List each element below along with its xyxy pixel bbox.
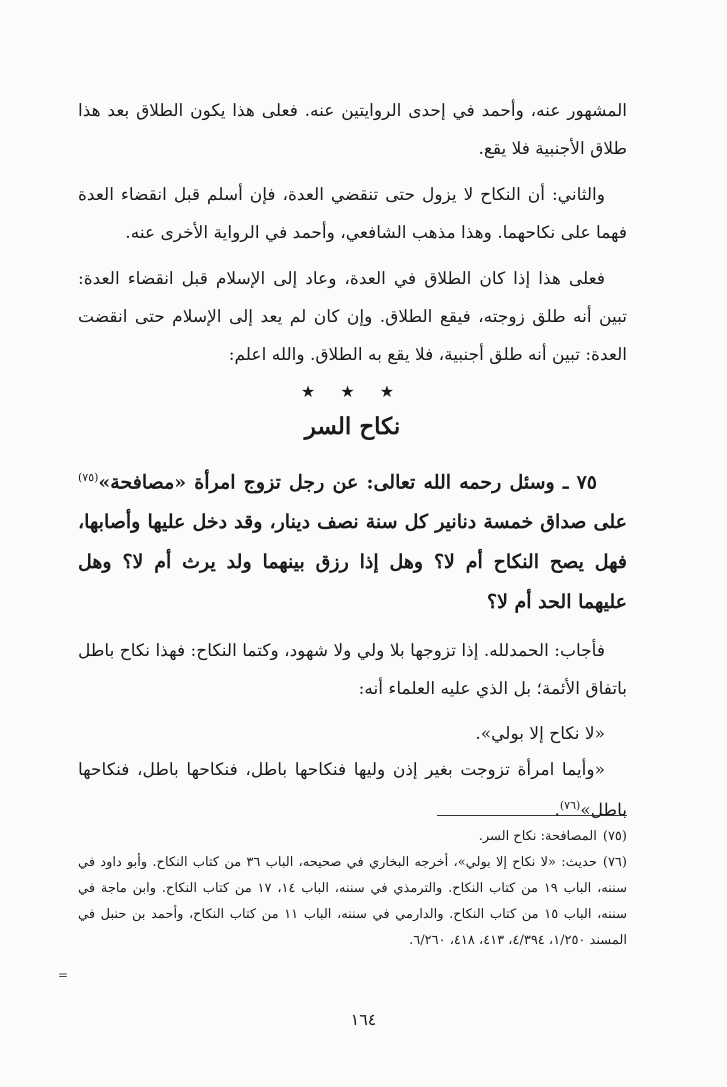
question-text-rest: على صداق خمسة دنانير كل سنة نصف دينار، وقد دخل عليها وأصابها، فهل يصح النكاح أم لا؟ وهل إذا رزق بينهما ولد يرث أم لا؟ وهل عليهما الحد أم لا؟ [78, 511, 627, 614]
hadith-quote-2-end: . [554, 800, 560, 821]
page-number: ١٦٤ [350, 1010, 377, 1029]
section-divider-stars: ★ ★ ★ [300, 382, 405, 401]
footnote-75 [78, 824, 627, 850]
footnote-number: (٧٥) [602, 829, 627, 844]
question-text: ٧٥ ـ وسئل رحمه الله تعالى: عن رجل تزوج امرأة «مصافحة» [98, 471, 597, 494]
paragraph-conclusion: فعلى هذا إذا كان الطلاق في العدة، وعاد إلى الإسلام قبل انقضاء العدة: تبين أنه طلق زوجته، فيقع الطلاق. وإن كان لم يعد إلى الإسلام حتى انقضت العدة: تبين أنه طلق أجنبية، فلا يقع به الطلاق. والله اعلم: [78, 269, 627, 365]
paragraph-continuation: المشهور عنه، وأحمد في إحدى الروايتين عنه. فعلى هذا يكون الطلاق بعد هذا طلاق الأجنبية فلا يقع. [78, 101, 627, 159]
footnote-text: حديث: «لا نكاح إلا بولي»، أخرجه البخاري في صحيحه، الباب ٣٦ من كتاب النكاح. وأبو داود في سننه، الباب ١٩ من كتاب النكاح. والترمذي في سننه، الباب ١٤، ١٧ من كتاب النكاح. وابن ماجة في سننه، الباب ١٥ من كتاب النكاح. والدارمي في سننه، الباب ١١ من كتاب النكاح، وأحمد بن حنبل في المسند ١/٢٥٠، ٤/٣٩٤، ٤١٣، ٤١٨، ٦/٢٦٠. [78, 855, 627, 948]
hadith-quote-2-text: «وأيما امرأة تزوجت بغير إذن وليها فنكاحها باطل، فنكاحها باطل، فنكاحها باطل» [78, 760, 627, 821]
margin-mark: = [58, 968, 69, 982]
footnote-76 [78, 850, 627, 954]
footnote-ref-76: (٧٦) [559, 799, 581, 813]
page-body [78, 92, 627, 829]
paragraph-second-opinion: والثاني: أن النكاح لا يزول حتى تنقضي العدة، فإن أسلم قبل انقضاء العدة فهما على نكاحهما. وهذا مذهب الشافعي، وأحمد في الرواية الأخرى عنه. [78, 185, 627, 243]
footnote-text: المصافحة: نكاح السر. [478, 829, 597, 844]
section-heading: نكاح السر [304, 413, 401, 440]
footnote-divider [437, 815, 627, 816]
question-paragraph [78, 458, 627, 622]
footnotes [78, 815, 627, 954]
footnote-number: (٧٦) [602, 855, 627, 870]
hadith-quote-1: «لا نكاح إلا بولي». [475, 724, 605, 745]
answer-paragraph: فأجاب: الحمدلله. إذا تزوجها بلا ولي ولا شهود، وكتما النكاح: فهذا نكاح باطل باتفاق الأئمة؛ بل الذي عليه العلماء أنه: [78, 641, 627, 700]
footnote-ref-75: (٧٥) [78, 471, 99, 484]
